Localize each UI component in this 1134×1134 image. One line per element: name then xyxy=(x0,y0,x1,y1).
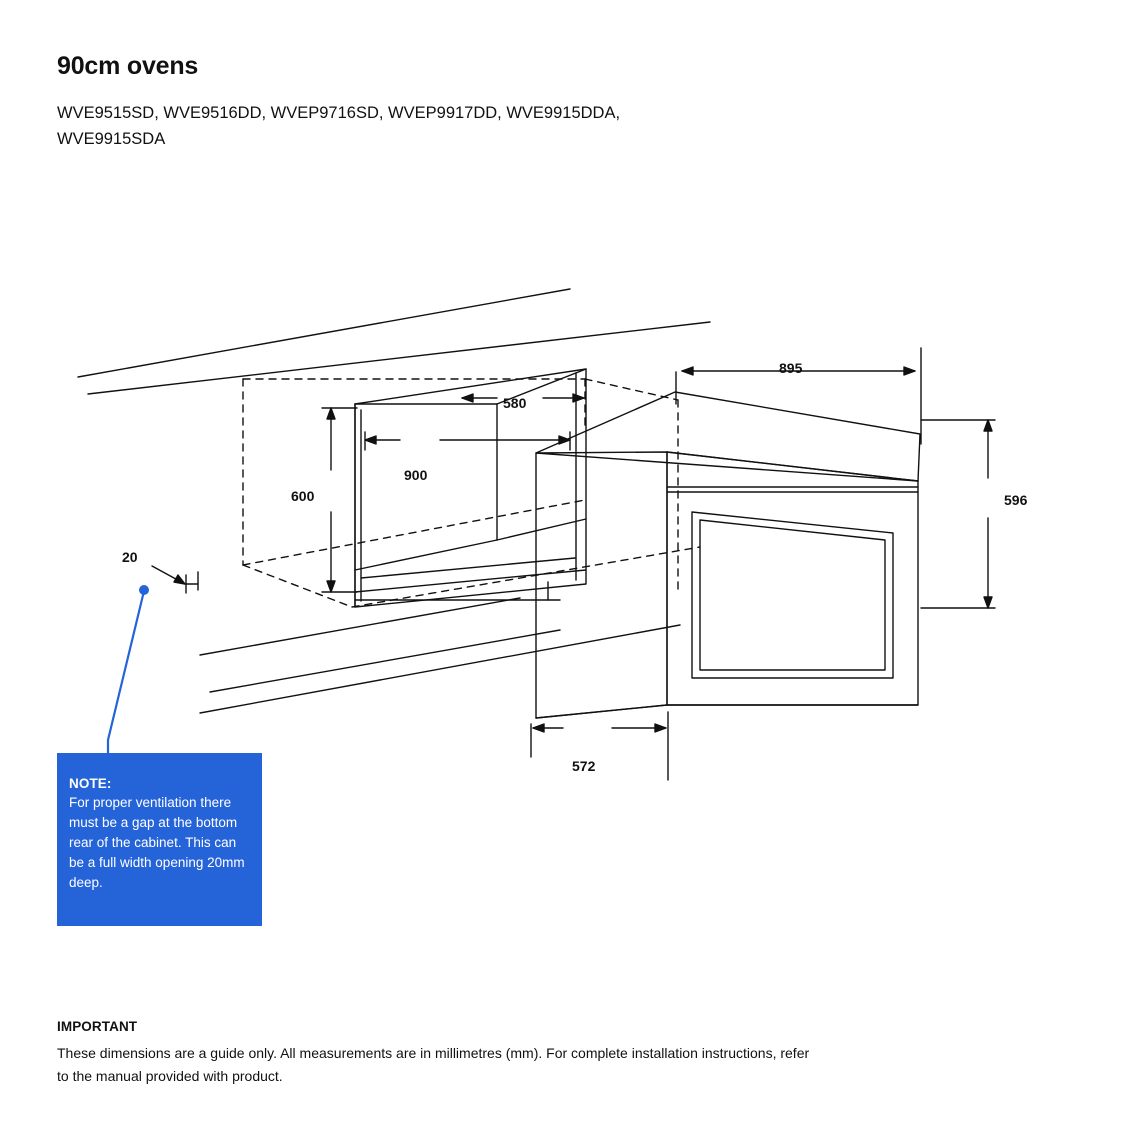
dimension-label-900: 900 xyxy=(404,467,428,483)
dimension-label-600: 600 xyxy=(291,488,315,504)
cavity-solid-box xyxy=(355,369,586,607)
note-anchor-dot xyxy=(139,585,149,595)
dimension-label-20: 20 xyxy=(122,549,138,565)
dimension-label-895: 895 xyxy=(779,360,803,376)
note-heading: NOTE: xyxy=(69,776,112,791)
dimension-label-580: 580 xyxy=(503,395,527,411)
dimension-600 xyxy=(322,408,357,592)
ventilation-note xyxy=(57,753,262,926)
note-leader xyxy=(108,591,144,753)
dimension-900 xyxy=(365,432,570,450)
dimension-20 xyxy=(152,566,198,593)
oven-body xyxy=(536,392,920,718)
dimension-572 xyxy=(531,712,668,780)
dimension-label-596: 596 xyxy=(1004,492,1028,508)
model-list: WVE9515SD, WVE9516DD, WVEP9716SD, WVEP9917DD, WVE9915DDA, WVE9915SDA xyxy=(57,104,621,148)
important-body: These dimensions are a guide only. All measurements are in millimetres (mm). For complete installation instructions, refer to the manual provided with product. xyxy=(57,1045,810,1084)
page-title: 90cm ovens xyxy=(57,52,199,80)
dimension-596 xyxy=(921,420,995,608)
important-heading: IMPORTANT xyxy=(57,1019,138,1034)
note-body: For proper ventilation there must be a gap at the bottom rear of the cabinet. This can be a full width opening 20mm deep. xyxy=(69,795,245,890)
dimension-label-572: 572 xyxy=(572,758,596,774)
cabinet-outer-lines xyxy=(78,289,710,713)
